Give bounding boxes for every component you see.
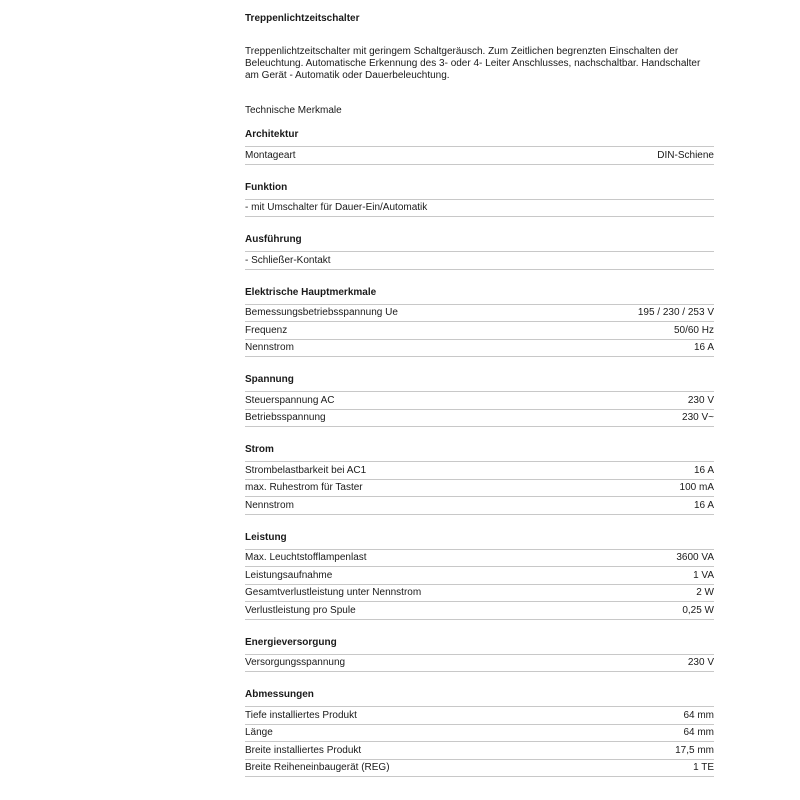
spec-section bbox=[245, 181, 714, 218]
spec-label: Montageart bbox=[245, 149, 296, 161]
spec-value: 195 / 230 / 253 V bbox=[637, 307, 714, 319]
spec-value: 2 W bbox=[696, 587, 714, 599]
tech-features-heading: Technische Merkmale bbox=[245, 105, 342, 116]
spec-row bbox=[245, 741, 714, 759]
spec-value: 50/60 Hz bbox=[673, 324, 714, 336]
spec-row bbox=[245, 654, 714, 673]
spec-label: Frequenz bbox=[245, 324, 288, 336]
spec-rows bbox=[245, 461, 714, 515]
spec-row bbox=[245, 584, 714, 602]
section-heading: Architektur bbox=[245, 129, 299, 140]
spec-row bbox=[245, 304, 714, 322]
spec-label: max. Ruhestrom für Taster bbox=[245, 482, 363, 494]
spec-rows bbox=[245, 549, 714, 620]
spec-row bbox=[245, 479, 714, 497]
spec-section bbox=[245, 373, 714, 427]
spec-row bbox=[245, 321, 714, 339]
spec-value: DIN-Schiene bbox=[657, 149, 714, 161]
spec-row bbox=[245, 391, 714, 409]
spec-rows bbox=[245, 706, 714, 777]
section-heading: Spannung bbox=[245, 374, 294, 385]
spec-row bbox=[245, 601, 714, 620]
spec-row bbox=[245, 339, 714, 358]
spec-label: Länge bbox=[245, 727, 273, 739]
spec-section bbox=[245, 531, 714, 620]
spec-value: 64 mm bbox=[683, 709, 714, 721]
spec-row bbox=[245, 251, 714, 270]
spec-section bbox=[245, 128, 714, 165]
spec-value: 230 V bbox=[687, 394, 714, 406]
spec-value: 16 A bbox=[693, 499, 714, 511]
spec-row bbox=[245, 549, 714, 567]
spec-value: 230 V~ bbox=[682, 412, 714, 424]
spec-row bbox=[245, 724, 714, 742]
spec-value: 1 VA bbox=[693, 569, 714, 581]
spec-row bbox=[245, 409, 714, 428]
section-heading: Elektrische Hauptmerkmale bbox=[245, 286, 377, 298]
spec-value: 16 A bbox=[693, 464, 714, 476]
spec-section bbox=[245, 636, 714, 673]
spec-rows bbox=[245, 391, 714, 427]
spec-value: 1 TE bbox=[693, 762, 714, 774]
section-heading: Ausführung bbox=[245, 234, 302, 245]
spec-row bbox=[245, 461, 714, 479]
spec-label: Steuerspannung AC bbox=[245, 394, 335, 406]
spec-label: Bemessungsbetriebsspannung Ue bbox=[245, 307, 398, 319]
spec-label: Nennstrom bbox=[245, 499, 294, 511]
spec-label: Breite Reiheneinbaugerät (REG) bbox=[245, 762, 390, 774]
spec-section bbox=[245, 443, 714, 515]
spec-label: Gesamtverlustleistung unter Nennstrom bbox=[245, 587, 422, 599]
spec-value: 230 V bbox=[687, 657, 714, 669]
spec-label: Max. Leuchtstofflampenlast bbox=[245, 552, 367, 564]
section-heading: Energieversorgung bbox=[245, 636, 337, 648]
spec-row bbox=[245, 566, 714, 584]
spec-rows bbox=[245, 146, 714, 165]
spec-label: Nennstrom bbox=[245, 342, 294, 354]
spec-label: Tiefe installiertes Produkt bbox=[245, 709, 357, 721]
spec-label: Versorgungsspannung bbox=[245, 657, 346, 669]
spec-section bbox=[245, 233, 714, 270]
spec-sections bbox=[245, 128, 714, 793]
product-title: Treppenlichtzeitschalter bbox=[245, 13, 360, 24]
spec-section bbox=[245, 688, 714, 777]
spec-label: Verlustleistung pro Spule bbox=[245, 604, 356, 616]
spec-value: 64 mm bbox=[683, 727, 714, 739]
spec-row bbox=[245, 146, 714, 165]
spec-value: 16 A bbox=[693, 342, 714, 354]
spec-label: - Schließer-Kontakt bbox=[245, 254, 331, 266]
spec-label: - mit Umschalter für Dauer-Ein/Automatik bbox=[245, 202, 428, 214]
spec-value: 17,5 mm bbox=[675, 744, 714, 756]
spec-label: Leistungsaufnahme bbox=[245, 569, 333, 581]
spec-label: Strombelastbarkeit bei AC1 bbox=[245, 464, 367, 476]
spec-label: Breite installiertes Produkt bbox=[245, 744, 362, 756]
spec-label: Betriebsspannung bbox=[245, 412, 326, 424]
product-description: Treppenlichtzeitschalter mit geringem Schaltgeräusch. Zum Zeitlichen begrenzten Einschalten der Beleuchtung. Automatische Erkennung des 3- oder 4- Leiter Anschlusses, nachschaltbar. Handschalter am Gerät - Automatik oder Dauerbeleuchtung. bbox=[245, 46, 701, 81]
section-heading: Abmessungen bbox=[245, 689, 314, 700]
spec-row bbox=[245, 496, 714, 515]
spec-row bbox=[245, 706, 714, 724]
spec-rows bbox=[245, 654, 714, 673]
spec-rows bbox=[245, 304, 714, 358]
spec-value: 100 mA bbox=[679, 482, 714, 494]
spec-section bbox=[245, 286, 714, 358]
spec-rows bbox=[245, 199, 714, 218]
spec-value: 3600 VA bbox=[676, 552, 714, 564]
section-heading: Funktion bbox=[245, 181, 288, 193]
spec-row bbox=[245, 199, 714, 218]
section-heading: Leistung bbox=[245, 531, 287, 543]
spec-value: 0,25 W bbox=[682, 604, 714, 616]
spec-row bbox=[245, 759, 714, 778]
section-heading: Strom bbox=[245, 444, 274, 455]
spec-rows bbox=[245, 251, 714, 270]
